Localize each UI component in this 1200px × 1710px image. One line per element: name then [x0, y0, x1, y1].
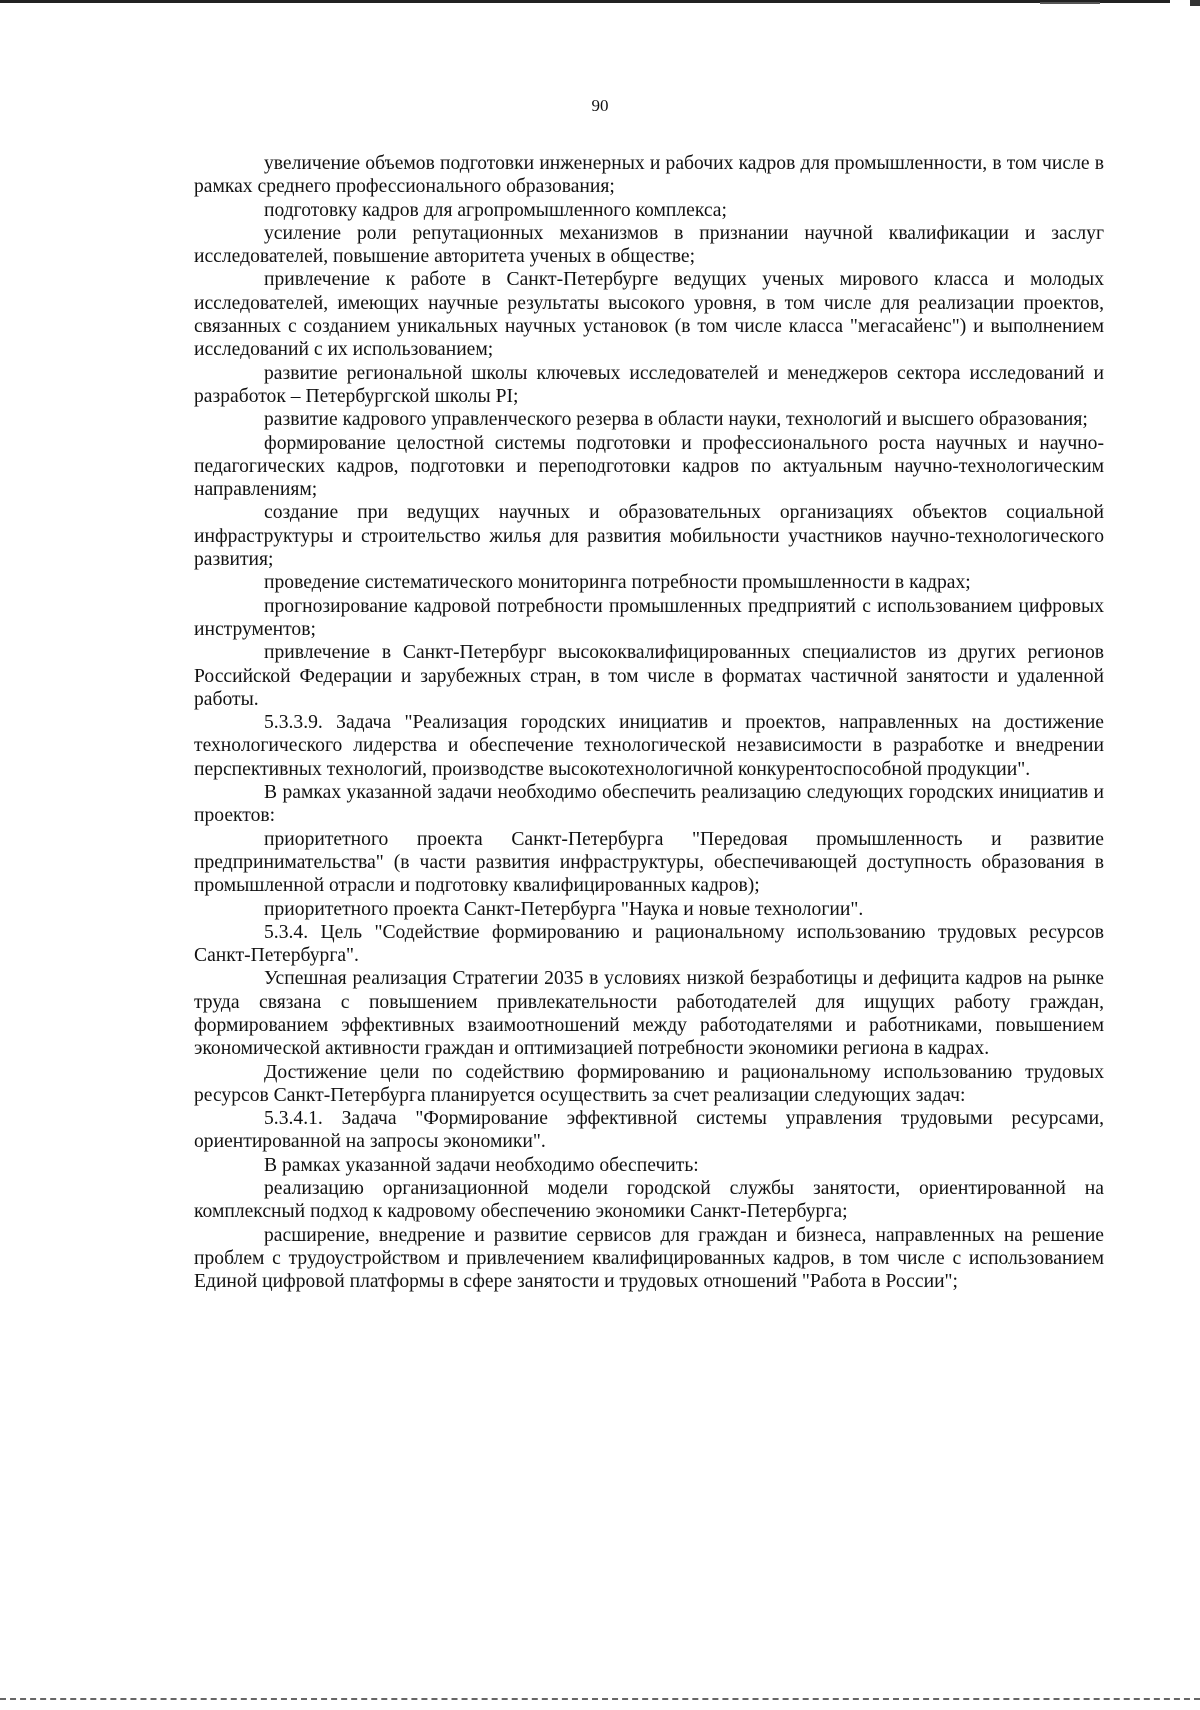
- paragraph: проведение систематического мониторинга потребности промышленности в кадрах;: [264, 572, 971, 594]
- paragraph: усиление роли репутационных механизмов в признании научной квалификации и заслуг исследователей, повышение авторитета ученых в обществе;: [194, 222, 1104, 268]
- page-number: 90: [591, 96, 609, 115]
- scan-edge-top: [0, 0, 1170, 3]
- paragraph: подготовку кадров для агропромышленного комплекса;: [264, 199, 727, 221]
- paragraph: В рамках указанной задачи необходимо обеспечить реализацию следующих городских инициатив и проектов:: [194, 782, 1104, 827]
- section-heading-5-3-4-1: 5.3.4.1. Задача "Формирование эффективной системы управления трудовыми ресурсами, ориентированной на запросы экономики".: [194, 1108, 1104, 1153]
- paragraph: развитие региональной школы ключевых исследователей и менеджеров сектора исследований и разработок – Петербургской школы PI;: [194, 362, 1104, 407]
- paragraph: Успешная реализация Стратегии 2035 в условиях низкой безработицы и дефицита кадров на рынке труда связана с повышением привлекательности работодателей для ищущих работу граждан, формированием эффективных взаимоотношений между работодателями и работниками, повышением экономической активности граждан и оптимизацией потребности экономики региона в кадрах.: [194, 968, 1104, 1060]
- section-heading-5-3-3-9: 5.3.3.9. Задача "Реализация городских инициатив и проектов, направленных на достижение технологического лидерства и обеспечение технологической независимости в разработке и внедрении перспективных технологий, производстве высокотехнологичной конкурентоспособной продукции".: [194, 712, 1104, 780]
- paragraph: расширение, внедрение и развитие сервисов для граждан и бизнеса, направленных на решение проблем с трудоустройством и привлечением квалифицированных кадров, в том числе с использованием Единой цифровой платформы в сфере занятости и трудовых отношений "Работа в России";: [194, 1224, 1104, 1293]
- paragraph: приоритетного проекта Санкт-Петербурга "Передовая промышленность и развитие предпринимательства" (в части развития инфраструктуры, обеспечивающей доступность образования в промышленной отрасли и подготовку квалифицированных кадров);: [194, 828, 1104, 897]
- document-body: [194, 152, 1104, 1294]
- paragraph: В рамках указанной задачи необходимо обеспечить:: [264, 1154, 699, 1176]
- paragraph: приоритетного проекта Санкт-Петербурга "Наука и новые технологии".: [264, 898, 864, 920]
- paragraph: реализацию организационной модели городской службы занятости, ориентированной на комплексный подход к кадровому обеспечению экономики Санкт-Петербурга;: [194, 1178, 1104, 1223]
- paragraph: привлечение в Санкт-Петербург высококвалифицированных специалистов из других регионов Российской Федерации и зарубежных стран, в том числе в форматах частичной занятости и удаленной работы.: [194, 642, 1104, 710]
- paragraph: Достижение цели по содействию формированию и рациональному использованию трудовых ресурсов Санкт-Петербурга планируется осуществить за счет реализации следующих задач:: [194, 1061, 1104, 1106]
- scan-edge-bottom: [0, 1698, 1200, 1700]
- paragraph: прогнозирование кадровой потребности промышленных предприятий с использованием цифровых инструментов;: [194, 595, 1104, 640]
- paragraph: формирование целостной системы подготовки и профессионального роста научных и научно-педагогических кадров, подготовки и переподготовки кадров по актуальным научно-технологическим направлениям;: [194, 432, 1104, 501]
- scan-edge-right: [1190, 0, 1200, 6]
- paragraph: создание при ведущих научных и образовательных организациях объектов социальной инфраструктуры и строительство жилья для развития мобильности участников научно-технологического развития;: [194, 502, 1104, 571]
- scan-edge-top-tail: [1040, 2, 1100, 4]
- paragraph: увеличение объемов подготовки инженерных и рабочих кадров для промышленности, в том числе в рамках среднего профессионального образования;: [194, 153, 1104, 198]
- paragraph: развитие кадрового управленческого резерва в области науки, технологий и высшего образования;: [264, 409, 1088, 431]
- paragraph: привлечение к работе в Санкт-Петербурге ведущих ученых мирового класса и молодых исследователей, имеющих научные результаты высокого уровня, в том числе для реализации проектов, связанных с созданием уникальных научных установок (в том числе класса "мегасайенс") и выполнением исследований с их использованием;: [194, 269, 1104, 361]
- section-heading-5-3-4: 5.3.4. Цель "Содействие формированию и рациональному использованию трудовых ресурсов Санкт-Петербурга".: [194, 921, 1104, 967]
